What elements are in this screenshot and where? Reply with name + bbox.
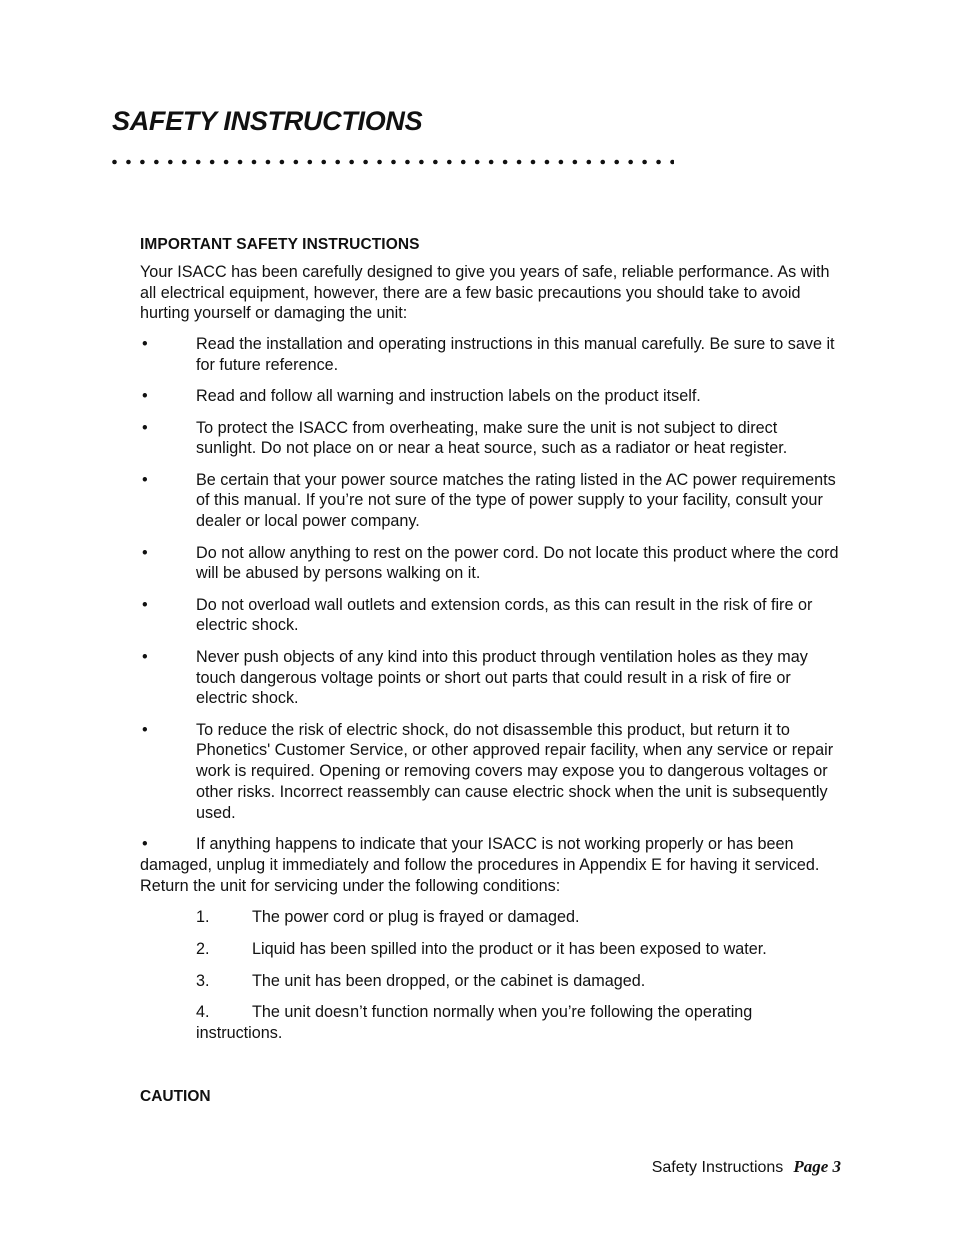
section-heading: IMPORTANT SAFETY INSTRUCTIONS [140, 236, 420, 253]
divider-dot [294, 160, 299, 165]
bullet-item [140, 334, 842, 376]
condition-number: 1. [196, 908, 210, 927]
bullet-item [140, 418, 842, 460]
divider-dot [335, 160, 340, 165]
divider-dot [168, 160, 173, 165]
divider-dot [531, 160, 536, 165]
condition-number: 3. [196, 971, 210, 990]
dotted-divider [112, 158, 674, 166]
divider-dot [349, 160, 354, 165]
divider-dot [363, 160, 368, 165]
divider-dot [321, 160, 326, 165]
page-title: SAFETY INSTRUCTIONS [112, 106, 423, 136]
condition-text: Liquid has been spilled into the product or it has been exposed to water. [252, 939, 767, 958]
divider-dot [670, 160, 674, 165]
divider-dot [266, 160, 271, 165]
divider-dot [461, 160, 466, 165]
bullet-item [140, 647, 842, 709]
bullet-marker: • [142, 387, 148, 406]
divider-dot [573, 160, 578, 165]
condition-item [140, 971, 842, 992]
divider-dot [600, 160, 605, 165]
bullet-text: Never push objects of any kind into this product through ventilation holes as they may touch dangerous voltage points or short out parts that could result in a risk of fire or electric shock. [196, 647, 808, 708]
bullet-item [140, 543, 842, 585]
bullet-text: To reduce the risk of electric shock, do not disassemble this product, but return it to Phonetics' Customer Service, or other approved repair facility, when any service or repair work is required. Opening or removing covers may expose you to dangerous voltages or other risks. Incorrect reassembly can cause electric shock when the unit is subsequently used. [196, 720, 834, 822]
condition-item [140, 1002, 842, 1044]
condition-item [140, 907, 842, 928]
divider-dot [433, 160, 438, 165]
bullet-text: Read the installation and operating instructions in this manual carefully. Be sure to save it for future reference. [196, 335, 835, 374]
page-number: Page 3 [793, 1157, 841, 1176]
divider-dot [308, 160, 313, 165]
divider-dot [517, 160, 522, 165]
divider-dot [196, 160, 201, 165]
divider-dot [475, 160, 480, 165]
bullet-item [140, 470, 842, 532]
intro-paragraph: Your ISACC has been carefully designed to give you years of safe, reliable performance. As with all electrical equipment, however, there are a few basic precautions you should take to avoid hurting yourself or damaging the unit: [140, 262, 830, 323]
divider-dot [656, 160, 661, 165]
condition-text: The unit has been dropped, or the cabinet is damaged. [252, 971, 646, 990]
footer-section-label: Safety Instructions [651, 1159, 784, 1176]
bullet-item [140, 386, 842, 407]
bullet-marker: • [142, 543, 148, 562]
condition-item [140, 939, 842, 960]
divider-dot [405, 160, 410, 165]
divider-dot [642, 160, 647, 165]
divider-dot [628, 160, 633, 165]
divider-dot [447, 160, 452, 165]
divider-dot [559, 160, 564, 165]
condition-text: The unit doesn’t function normally when you’re following the operating instructions. [196, 1003, 753, 1043]
divider-dot [280, 160, 285, 165]
divider-dot [238, 160, 243, 165]
bullet-text: Do not overload wall outlets and extension cords, as this can result in the risk of fire or electric shock. [196, 595, 813, 635]
bullet-text: Be certain that your power source matches the rating listed in the AC power requirements of this manual. If you’re not sure of the type of power supply to your facility, consult your dealer or local power company. [196, 470, 836, 531]
condition-number: 4. [196, 1003, 210, 1022]
bullet-item [140, 595, 842, 637]
divider-dot [377, 160, 382, 165]
bullet-marker: • [142, 418, 148, 437]
divider-dot [140, 160, 145, 165]
bullet-marker: • [142, 720, 148, 739]
divider-dot [154, 160, 159, 165]
bullet-marker: • [142, 470, 148, 489]
condition-text: The power cord or plug is frayed or damaged. [252, 908, 580, 927]
divider-dot [489, 160, 494, 165]
caution-heading: CAUTION [140, 1088, 211, 1105]
bullet-marker: • [142, 835, 148, 854]
divider-dot [545, 160, 550, 165]
divider-dot [182, 160, 187, 165]
bullet-text: Read and follow all warning and instruction labels on the product itself. [196, 387, 701, 406]
divider-dot [419, 160, 424, 165]
divider-dot [503, 160, 508, 165]
divider-dot [126, 160, 131, 165]
divider-dot [252, 160, 257, 165]
page-footer [652, 1157, 841, 1177]
divider-dot [224, 160, 229, 165]
bullet-marker: • [142, 647, 148, 666]
bullet-text: To protect the ISACC from overheating, make sure the unit is not subject to direct sunlight. Do not place on or near a heat source, such as a radiator or heat register. [196, 418, 788, 458]
bullet-item-servicing [140, 834, 842, 896]
bullet-marker: • [142, 335, 148, 354]
bullet-marker: • [142, 595, 148, 614]
divider-dot [614, 160, 619, 165]
bullet-text: If anything happens to indicate that your ISACC is not working properly or has been damaged, unplug it immediately and follow the procedures in Appendix E for having it serviced. Return the unit for servicing under the following conditions: [140, 835, 820, 895]
divider-dot [210, 160, 215, 165]
condition-number: 2. [196, 939, 210, 958]
divider-dot [391, 160, 396, 165]
divider-dot [587, 160, 592, 165]
safety-content [140, 235, 842, 1055]
bullet-item [140, 720, 842, 824]
bullet-text: Do not allow anything to rest on the power cord. Do not locate this product where the cord will be abused by persons walking on it. [196, 543, 839, 583]
divider-dot [112, 160, 117, 165]
